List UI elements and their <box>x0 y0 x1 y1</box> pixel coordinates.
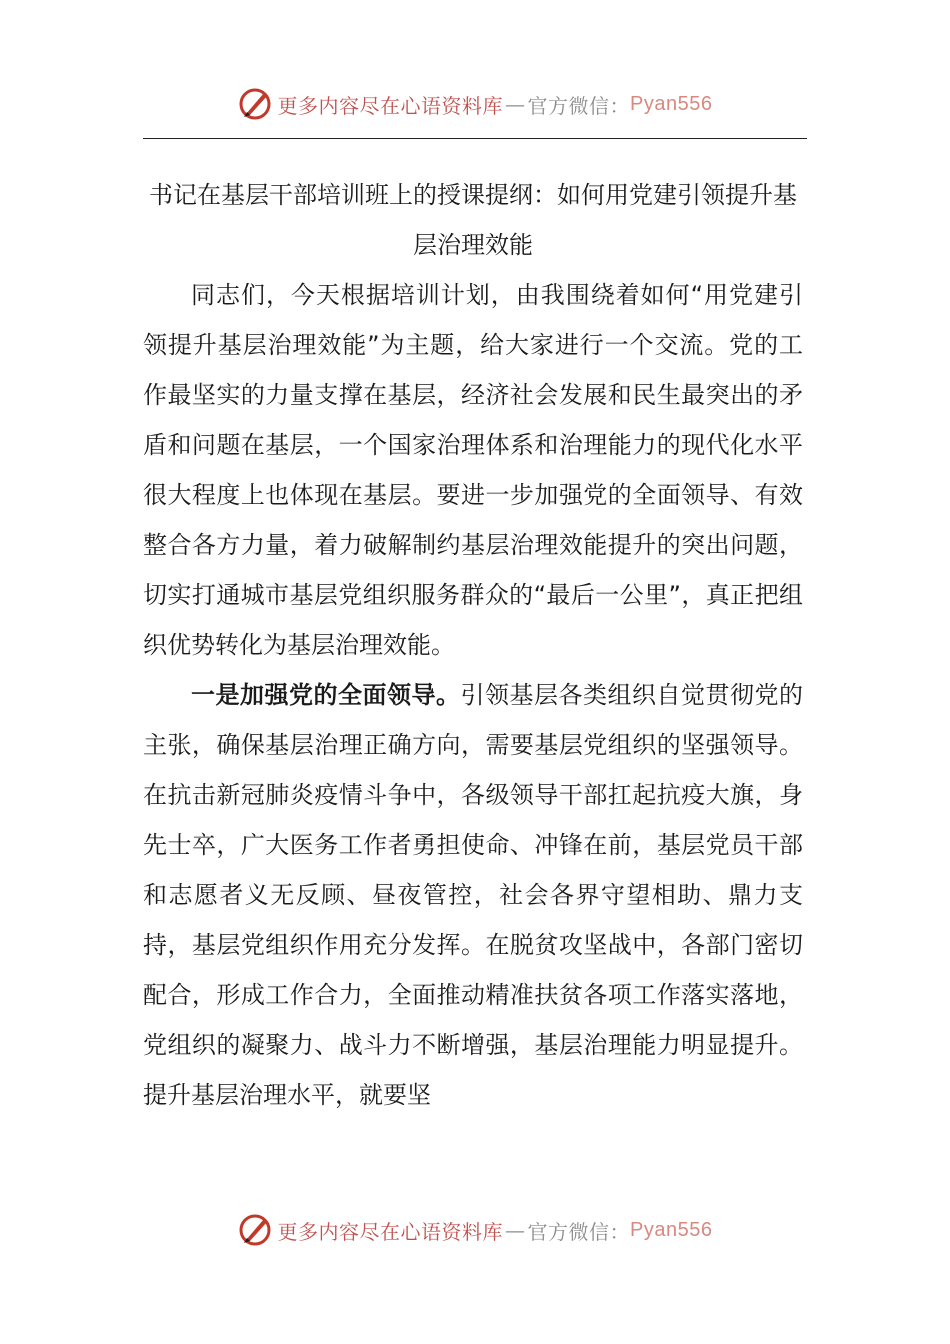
wechat-label: 官方微信： <box>527 93 631 118</box>
paragraph-text: 同志们，今天根据培训计划，由我围绕着如何“用党建引领提升基层治理效能”为主题，给大家进行一个交流。党的工作最坚实的力量支撑在基层，经济社会发展和民生最突出的矛盾和问题在基层，一个国家治理体系和治理能力的现代化水平很大程度上也体现在基层。要进一步加强党的全面领导、有效整合各方力量，着力破解制约基层治理效能提升的突出问题，切实打通城市基层党组织服务群众的“最后一公里”，真正把组织优势转化为基层治理效能。 <box>143 281 803 659</box>
banner-separator: — <box>505 1218 526 1242</box>
header-banner <box>0 84 950 124</box>
banner-separator: — <box>505 92 526 116</box>
banner-text: 更多内容尽在心语资料库 <box>277 1219 504 1244</box>
banner-text: 更多内容尽在心语资料库 <box>277 93 504 118</box>
paragraph-text: 引领基层各类组织自觉贯彻党的主张，确保基层治理正确方向，需要基层党组织的坚强领导。在抗击新冠肺炎疫情斗争中，各级领导干部扛起抗疫大旗，身先士卒，广大医务工作者勇担使命、冲锋在前，基层党员干部和志愿者义无反顾、昼夜管控，社会各界守望相助、鼎力支持，基层党组织作用充分发挥。在脱贫攻坚战中，各部门密切配合，形成工作合力，全面推动精准扶贫各项工作落实落地，党组织的凝聚力、战斗力不断增强，基层治理能力明显提升。提升基层治理水平，就要坚 <box>143 681 803 1109</box>
paragraph-lead: 一是加强党的全面领导。 <box>191 681 461 709</box>
pen-in-circle-logo-icon <box>238 87 272 121</box>
paragraph-point-one <box>143 670 803 1120</box>
header-divider <box>143 138 807 139</box>
wechat-id: Pyan556 <box>630 1218 713 1241</box>
document-body <box>143 170 803 1120</box>
paragraph-intro <box>143 270 803 670</box>
footer-banner <box>0 1210 950 1250</box>
wechat-id: Pyan556 <box>630 92 713 115</box>
pen-in-circle-logo-icon <box>238 1213 272 1247</box>
wechat-label: 官方微信： <box>527 1219 631 1244</box>
document-title: 书记在基层干部培训班上的授课提纲：如何用党建引领提升基层治理效能 <box>149 181 797 259</box>
